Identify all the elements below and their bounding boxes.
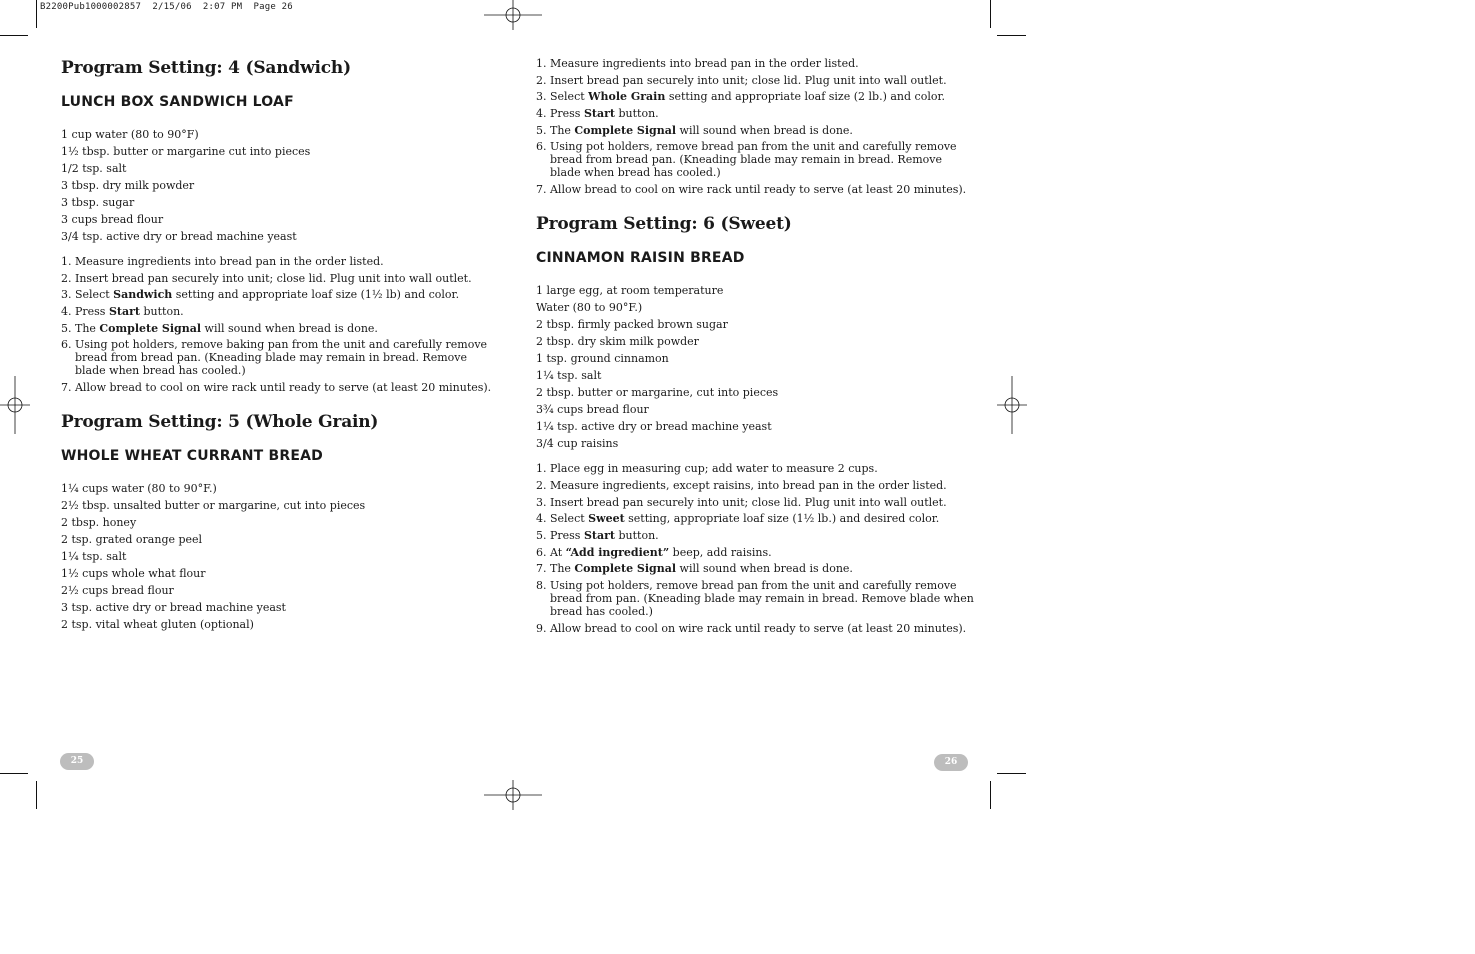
step-text: setting and appropriate loaf size (2 lb.) and color. [665,90,946,104]
step-text: 9. Allow bread to cool on wire rack until ready to serve (at least 20 minutes). [536,621,967,635]
registration-mark-icon [484,780,542,810]
crop-mark [36,0,37,28]
instruction-step [536,183,976,196]
step-text: 3. Select [61,288,114,302]
step-text: 1. Place egg in measuring cup; add water to measure 2 cups. [536,462,878,476]
step-text: 4. Press [536,107,584,121]
step-text: 5. The [61,321,100,335]
instruction-step [536,124,976,137]
step-text: 2. Insert bread pan securely into unit; close lid. Plug unit into wall outlet. [61,271,472,285]
step-text: 7. Allow bread to cool on wire rack until ready to serve (at least 20 minutes). [536,183,967,197]
sandwich-ingredients [61,126,501,245]
ingredient-item: 2 tbsp. firmly packed brown sugar [536,318,728,332]
ingredient-item: 3/4 tsp. active dry or bread machine yeast [61,230,297,243]
instruction-step [536,90,976,103]
ingredient-item: 1½ cups whole what flour [61,567,206,581]
step-text: 3. Insert bread pan securely into unit; close lid. Plug unit into wall outlet. [536,495,947,509]
step-keyword: Complete Signal [99,321,202,335]
step-keyword: Complete Signal [574,123,677,137]
sweet-setting-title: Program Setting: 6 (Sweet) [536,214,792,235]
whole-grain-steps [536,57,976,196]
instruction-step [536,57,976,70]
step-text: 6. Using pot holders, remove baking pan from the unit and carefully remove bread from bread pan. (Kneading blade may remain in bread. Remove blade when bread has cooled.) [61,338,488,378]
ingredient-item: 1¼ tsp. salt [61,550,127,564]
crop-mark [990,781,991,809]
instruction-step [61,322,501,335]
step-text: 4. Select [536,512,589,526]
instruction-step [536,74,976,87]
crop-mark [997,773,1026,774]
ingredient-item: 3 cups bread flour [61,213,164,226]
ingredient-item: 1¼ tsp. active dry or bread machine yeast [536,420,772,434]
instruction-step [536,579,976,618]
step-text: 2. Insert bread pan securely into unit; close lid. Plug unit into wall outlet. [536,73,947,87]
instruction-step [536,462,976,475]
step-text: 4. Press [61,305,109,319]
step-text: 2. Measure ingredients, except raisins, into bread pan in the order listed. [536,478,947,492]
crop-mark [990,0,991,28]
step-text: beep, add raisins. [669,545,772,559]
ingredient-item: 3 tsp. active dry or bread machine yeast [61,601,286,615]
ingredient-item: 1¼ cups water (80 to 90°F.) [61,482,217,496]
ingredient-item: 1/2 tsp. salt [61,162,127,175]
sandwich-recipe-title: LUNCH BOX SANDWICH LOAF [61,94,294,110]
step-keyword: Start [583,528,615,542]
instruction-step [536,622,976,635]
ingredient-item: 1¼ tsp. salt [536,369,602,383]
ingredient-item: 3/4 cup raisins [536,437,619,451]
step-text: 5. Press [536,528,584,542]
right-page-column [536,57,976,638]
step-keyword: Start [583,107,615,121]
step-text: button. [139,305,184,319]
step-text: will sound when bread is done. [676,562,853,576]
registration-mark-icon [0,376,30,434]
sweet-recipe-title: CINNAMON RAISIN BREAD [536,250,745,267]
step-text: setting and appropriate loaf size (1½ lb) and color. [172,288,460,302]
ingredient-item: 2 tbsp. honey [61,516,137,530]
step-keyword: “Add ingredient” [565,545,670,559]
step-text: 8. Using pot holders, remove bread pan from the unit and carefully remove bread from pan. (Kneading blade may remain in bread. Remove blade when bread has cooled.) [536,578,974,618]
step-keyword: Complete Signal [574,562,677,576]
instruction-step [536,496,976,509]
ingredient-item: 1 tsp. ground cinnamon [536,352,669,366]
instruction-step [536,529,976,542]
registration-mark-icon [997,376,1027,434]
step-text: 1. Measure ingredients into bread pan in the order listed. [61,255,384,268]
instruction-step [61,305,501,318]
step-text: 7. The [536,562,575,576]
step-text: will sound when bread is done. [201,321,378,335]
instruction-step [536,562,976,575]
step-text: 5. The [536,123,575,137]
step-text: will sound when bread is done. [676,123,853,137]
sandwich-setting-title: Program Setting: 4 (Sandwich) [61,58,351,78]
left-page-column [61,56,501,633]
page-number-right: 26 [934,754,968,771]
whole-grain-ingredients [61,480,501,633]
ingredient-item: 2 tsp. vital wheat gluten (optional) [61,618,254,632]
registration-mark-icon [484,0,542,30]
printer-slug: B2200Pub1000002857 2/15/06 2:07 PM Page 26 [40,2,293,12]
step-text: button. [614,528,659,542]
sweet-steps [536,462,976,635]
ingredient-item: 2 tsp. grated orange peel [61,533,203,547]
instruction-step [536,512,976,525]
step-text: 7. Allow bread to cool on wire rack until ready to serve (at least 20 minutes). [61,381,492,395]
page-number-left: 25 [60,753,94,770]
ingredient-item: 2 tbsp. butter or margarine, cut into pieces [536,386,779,400]
instruction-step [536,546,976,559]
step-text: 1. Measure ingredients into bread pan in the order listed. [536,57,859,70]
ingredient-item: 3 tbsp. sugar [61,196,135,209]
step-keyword: Sandwich [113,288,173,302]
step-text: 6. At [536,545,566,559]
step-keyword: Sweet [588,512,625,526]
instruction-step [61,381,501,394]
whole-grain-recipe-title: WHOLE WHEAT CURRANT BREAD [61,448,323,465]
whole-grain-setting-title: Program Setting: 5 (Whole Grain) [61,412,379,433]
ingredient-item: Water (80 to 90°F.) [536,301,643,315]
ingredient-item: 1 large egg, at room temperature [536,284,724,298]
step-text: 6. Using pot holders, remove bread pan from the unit and carefully remove bread from bread pan. (Kneading blade may remain in bread. Remove blade when bread has cooled.) [536,140,957,180]
crop-mark [0,773,28,774]
ingredient-item: 3 tbsp. dry milk powder [61,179,195,192]
sweet-ingredients [536,282,976,452]
ingredient-item: 3¾ cups bread flour [536,403,649,417]
instruction-step [61,338,501,377]
ingredient-item: 2½ tbsp. unsalted butter or margarine, cut into pieces [61,499,366,513]
step-text: setting, appropriate loaf size (1½ lb.) and desired color. [624,512,940,526]
ingredient-item: 2½ cups bread flour [61,584,174,598]
instruction-step [536,140,976,179]
step-text: button. [614,107,659,121]
ingredient-item: 2 tbsp. dry skim milk powder [536,335,699,349]
instruction-step [61,255,501,268]
ingredient-item: 1 cup water (80 to 90°F) [61,128,199,141]
ingredient-item: 1½ tbsp. butter or margarine cut into pieces [61,145,311,158]
crop-mark [997,35,1026,36]
instruction-step [61,288,501,301]
instruction-step [536,107,976,120]
step-text: 3. Select [536,90,589,104]
instruction-step [536,479,976,492]
crop-mark [36,781,37,809]
instruction-step [61,272,501,285]
crop-mark [0,35,28,36]
step-keyword: Whole Grain [588,90,666,104]
step-keyword: Start [108,305,140,319]
sandwich-steps [61,255,501,394]
